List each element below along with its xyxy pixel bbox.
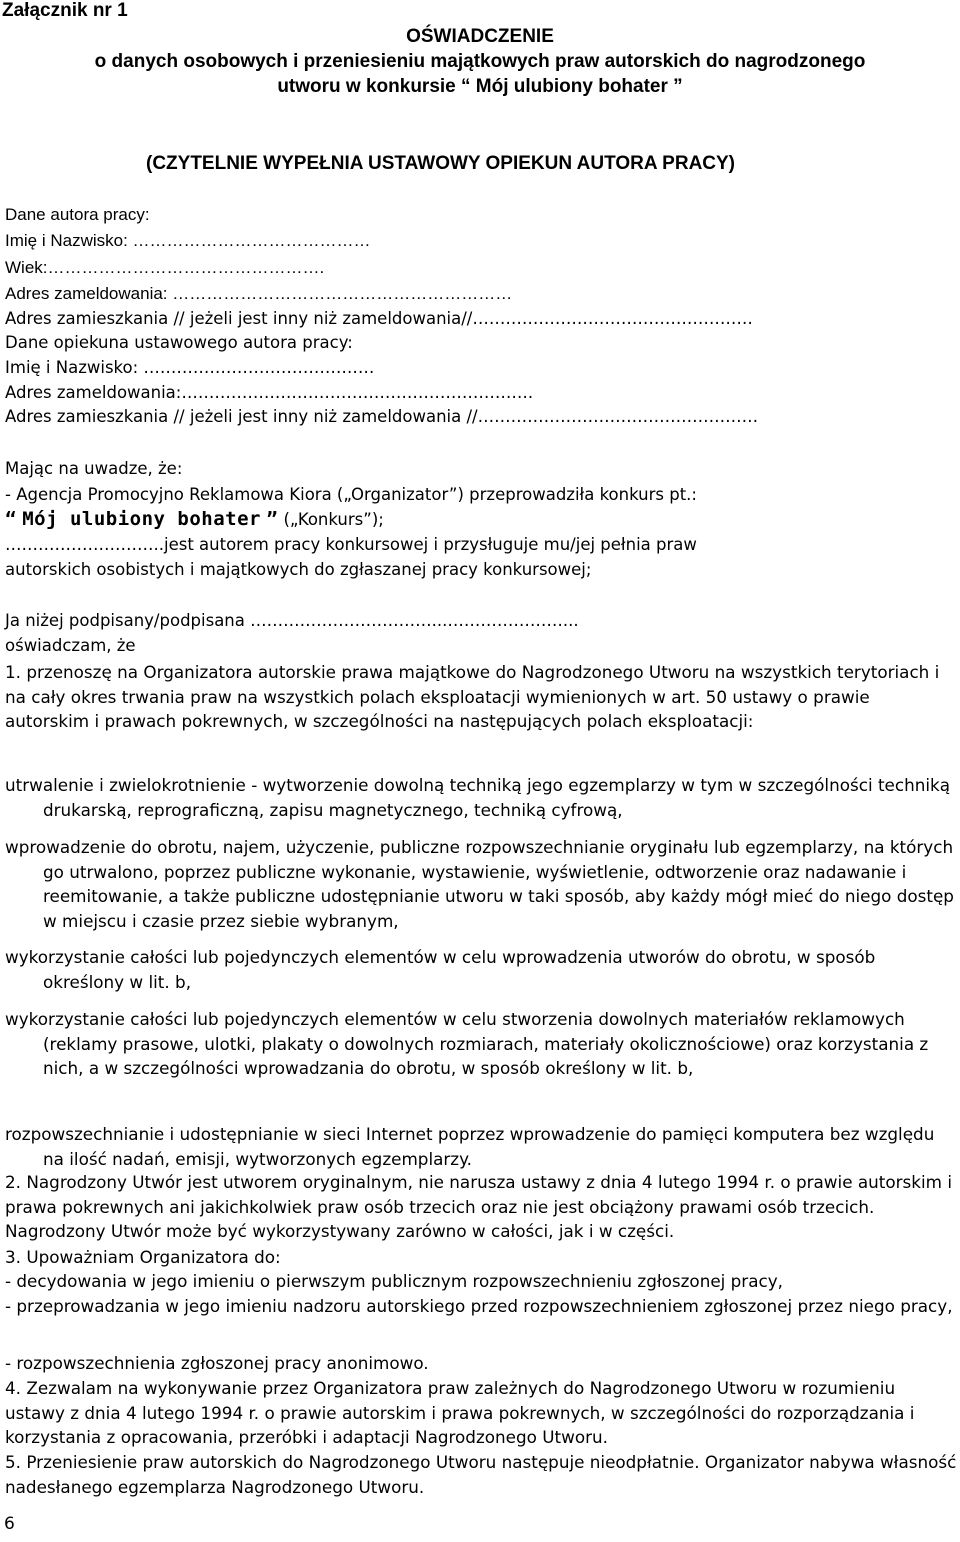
guardian-name-field: Imię i Nazwisko: ……………………………………: [5, 358, 375, 377]
considering-heading: Mając na uwadze, że:: [5, 459, 183, 478]
contest-name: Mój ulubiony bohater: [22, 508, 261, 530]
field-of-use-5: rozpowszechnianie i udostępnianie w sieci Internet poprzez wprowadzenie do pamięci komputera bez względu na ilość nadań, emisji, wytworzonych egzemplarzy.: [5, 1124, 935, 1169]
point-3-item-3: - rozpowszechnienia zgłoszonej pracy anonimowo.: [5, 1353, 429, 1373]
author-claim-line1: ………………………..jest autorem pracy konkursowej i przysługuje mu/jej pełnia praw: [5, 535, 697, 554]
contest-quote-close: ”: [266, 508, 279, 530]
document-title: OŚWIADCZENIE: [406, 26, 554, 47]
point-3-item-1: - decydowania w jego imieniu o pierwszym publicznym rozpowszechnieniu zgłoszonej pracy,: [5, 1271, 783, 1291]
title-block: [0, 24, 960, 99]
contest-suffix: („Konkurs”);: [283, 510, 384, 529]
field-of-use-4: wykorzystanie całości lub pojedynczych elementów w celu stworzenia dowolnych materiałów reklamowych (reklamy prasowe, ulotki, plakaty o dowolnych rozmiarach, materiały okolicznościowe) oraz korzystania z nich, a w szczególności wprowadzania do obrotu, w sposób określony w lit. b,: [5, 1009, 929, 1078]
guardian-registered-address-field: Adres zameldowania:……………………………………………………….: [5, 383, 534, 402]
point-2: 2. Nagrodzony Utwór jest utworem oryginalnym, nie narusza ustawy z dnia 4 lutego 1994 r. o prawie autorskim i prawa pokrewnych ani jakichkolwiek praw osób trzecich oraz nie jest obciążony prawami osób trzecich. Nagrodzony Utwór może być wykorzystywany zarówno w całości, jak i w części.: [5, 1172, 952, 1241]
contest-title-line: [5, 507, 384, 532]
page-number: 6: [4, 1514, 15, 1534]
author-residence-address-field: Adres zamieszkania // jeżeli jest inny niż zameldowania//……………………………………………: [5, 309, 753, 328]
point-3: 3. Upoważniam Organizatora do:: [5, 1247, 281, 1267]
document-subtitle-line2: utworu w konkursie “ Mój ulubiony bohater ”: [277, 76, 683, 97]
point-5: 5. Przeniesienie praw autorskich do Nagrodzonego Utworu następuje nieodpłatnie. Organizator nabywa własność nadesłanego egzemplarza Nagrodzonego Utworu.: [5, 1452, 957, 1497]
point-1: 1. przenoszę na Organizatora autorskie prawa majątkowe do Nagrodzonego Utworu na wszystkich terytoriach i na cały okres trwania praw na wszystkich polach eksploatacji wymienionych w art. 50 ustawy o prawie autorskim i prawach pokrewnych, w szczególności na następujących polach eksploatacji:: [5, 662, 940, 731]
organizer-statement: - Agencja Promocyjno Reklamowa Kiora („Organizator”) przeprowadziła konkurs pt.:: [5, 485, 697, 504]
fill-instruction: (CZYTELNIE WYPEŁNIA USTAWOWY OPIEKUN AUTORA PRACY): [146, 153, 736, 174]
field-of-use-2: wprowadzenie do obrotu, najem, użyczenie, publiczne rozpowszechnianie oryginału lub egzemplarzy, na których go utrwalono, poprzez publiczne wykonanie, wystawienie, wyświetlenie, odtworzenie oraz nadawanie i reemitowanie, a także publiczne udostępnianie utworu w taki sposób, aby każdy mógł mieć do niego dostęp w miejscu i czasie przez siebie wybranym,: [5, 837, 954, 931]
signatory-line: Ja niżej podpisany/podpisana ……………………………...…………………...: [5, 611, 579, 630]
author-registered-address-field: Adres zameldowania: ……………………………………………………: [5, 284, 513, 303]
author-section-heading: Dane autora pracy:: [5, 205, 150, 224]
declare-line: oświadczam, że: [5, 636, 136, 655]
contest-quote-open: “: [5, 508, 17, 530]
document-subtitle-line1: o danych osobowych i przeniesieniu majątkowych praw autorskich do nagrodzonego: [94, 51, 866, 72]
field-of-use-3: wykorzystanie całości lub pojedynczych elementów w celu wprowadzenia utworów do obrotu, w sposób określony w lit. b,: [5, 947, 876, 992]
guardian-residence-address-field: Adres zamieszkania // jeżeli jest inny niż zameldowania //……………………………………………: [5, 407, 759, 426]
author-name-field: Imię i Nazwisko: ……………………………………: [5, 231, 371, 250]
point-4: 4. Zezwalam na wykonywanie przez Organizatora praw zależnych do Nagrodzonego Utworu w rozumieniu ustawy z dnia 4 lutego 1994 r. o prawie autorskim i prawa pokrewnych, w szczególności do rozporządzania i korzystania z opracowania, przeróbki i adaptacji Nagrodzonego Utworu.: [5, 1378, 915, 1447]
author-claim-line2: autorskich osobistych i majątkowych do zgłaszanej pracy konkursowej;: [5, 560, 592, 579]
author-age-field: Wiek:………………………………………….: [5, 258, 325, 277]
annex-label: Załącznik nr 1: [2, 0, 128, 21]
point-3-item-2: - przeprowadzania w jego imieniu nadzoru autorskiego przed rozpowszechnieniem zgłoszonej przez niego pracy,: [5, 1296, 953, 1316]
guardian-section-heading: Dane opiekuna ustawowego autora pracy:: [5, 333, 353, 352]
field-of-use-1: utrwalenie i zwielokrotnienie - wytworzenie dowolną techniką jego egzemplarzy w tym w szczególności techniką drukarską, reprograficzną, zapisu magnetycznego, techniką cyfrową,: [5, 775, 951, 820]
